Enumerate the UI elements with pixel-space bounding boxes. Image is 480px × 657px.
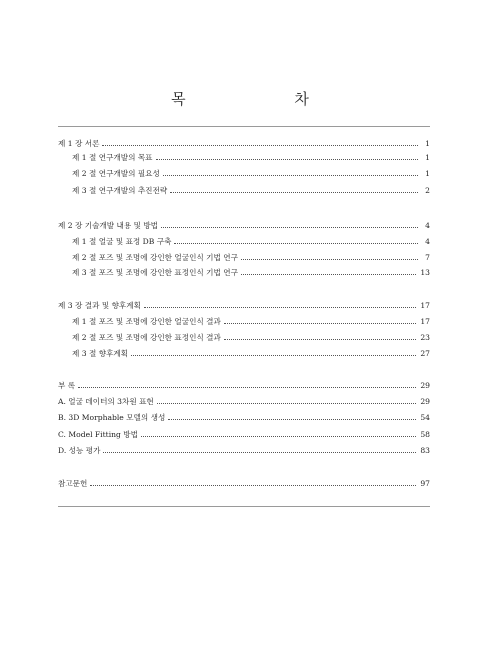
toc-entry-appendix-b[interactable] [58,411,430,425]
toc-entry-label: 제 1 절 포즈 및 조명에 강인한 얼굴인식 결과 [72,317,221,326]
toc-entry-label: 제 1 절 얼굴 및 표정 DB 구축 [72,237,172,246]
toc-entry-label: A. 얼굴 데이터의 3차원 표현 [58,397,154,406]
toc-leader-dots [168,419,416,420]
toc-entry-label: 제 3 절 연구개발의 추진전략 [72,186,168,195]
toc-entry-page: 23 [420,333,430,342]
toc-leader-dots [161,227,418,228]
toc-entry-appendix-c[interactable] [58,428,430,442]
toc-entry-section-2-1[interactable] [58,235,430,249]
toc-leader-dots [144,307,416,308]
toc-entry-label: 참고문헌 [58,479,88,488]
toc-leader-dots [163,175,418,176]
toc-leader-dots [224,339,416,340]
toc-entry-label: 제 2 절 포즈 및 조명에 강인한 표정인식 결과 [72,333,221,342]
toc-entry-page: 54 [420,413,430,422]
toc-entry-appendix-a[interactable] [58,395,430,409]
toc-entry-label: 제 1 절 연구개발의 목표 [72,153,153,162]
toc-entry-page: 1 [425,153,430,162]
toc-entry-chapter-1[interactable] [58,137,430,151]
toc-entry-page: 2 [425,186,430,195]
top-divider [58,126,430,127]
toc-leader-dots [156,159,418,160]
toc-entry-section-3-1[interactable] [58,315,430,329]
toc-entry-label: 제 1 장 서론 [58,139,100,148]
toc-entry-page: 17 [420,301,430,310]
toc-leader-dots [102,145,418,146]
toc-entry-section-3-2[interactable] [58,331,430,345]
toc-leader-dots [157,403,417,404]
toc-entry-page: 27 [420,349,430,358]
toc-entry-appendix[interactable] [58,379,430,393]
toc-leader-dots [103,452,416,453]
toc-entry-page: 1 [425,169,430,178]
toc-leader-dots [141,436,416,437]
toc-entry-label: D. 성능 평가 [58,446,101,455]
toc-leader-dots [224,323,416,324]
toc-entry-label: C. Model Fitting 방법 [58,430,138,439]
toc-entry-page: 83 [420,446,430,455]
toc-leader-dots [90,485,416,486]
toc-entry-label: B. 3D Morphable 모델의 생성 [58,413,166,422]
toc-entry-page: 7 [425,253,430,262]
toc-entry-label: 제 2 절 연구개발의 필요성 [72,169,160,178]
toc-entry-page: 29 [420,381,430,390]
toc-entry-page: 17 [420,317,430,326]
toc-entry-section-2-2[interactable] [58,251,430,265]
toc-entry-page: 4 [425,221,430,230]
toc-entry-page: 4 [425,237,430,246]
toc-leader-dots [78,387,416,388]
toc-entry-label: 제 2 장 기술개발 내용 및 방법 [58,221,159,230]
toc-entry-page: 13 [420,268,430,277]
toc-entry-section-3-3[interactable] [58,347,430,361]
toc-entry-label: 제 3 장 결과 및 향후계획 [58,301,141,310]
toc-entry-section-1-3[interactable] [58,184,430,198]
toc-entry-page: 97 [420,479,430,488]
toc-entry-label: 부 록 [58,381,76,390]
toc-entry-section-1-1[interactable] [58,151,430,165]
toc-entry-page: 29 [420,397,430,406]
bottom-divider [58,506,430,507]
toc-entry-references[interactable] [58,477,430,491]
toc-entry-chapter-2[interactable] [58,219,430,233]
toc-entry-chapter-3[interactable] [58,299,430,313]
toc-entry-section-1-2[interactable] [58,167,430,181]
toc-entry-appendix-d[interactable] [58,444,430,458]
toc-entry-page: 1 [425,139,430,148]
toc-leader-dots [241,259,418,260]
toc-entry-section-2-3[interactable] [58,266,430,280]
page-title: 목 차 [171,90,361,108]
toc-leader-dots [131,355,416,356]
toc-entry-page: 58 [420,430,430,439]
toc-entry-label: 제 3 절 포즈 및 조명에 강인한 표정인식 기법 연구 [72,268,238,277]
toc-entry-label: 제 2 절 포즈 및 조명에 강인한 얼굴인식 기법 연구 [72,253,238,262]
toc-leader-dots [170,192,418,193]
toc-leader-dots [241,274,416,275]
toc-entry-label: 제 3 절 향후계획 [72,349,129,358]
toc-leader-dots [174,243,418,244]
